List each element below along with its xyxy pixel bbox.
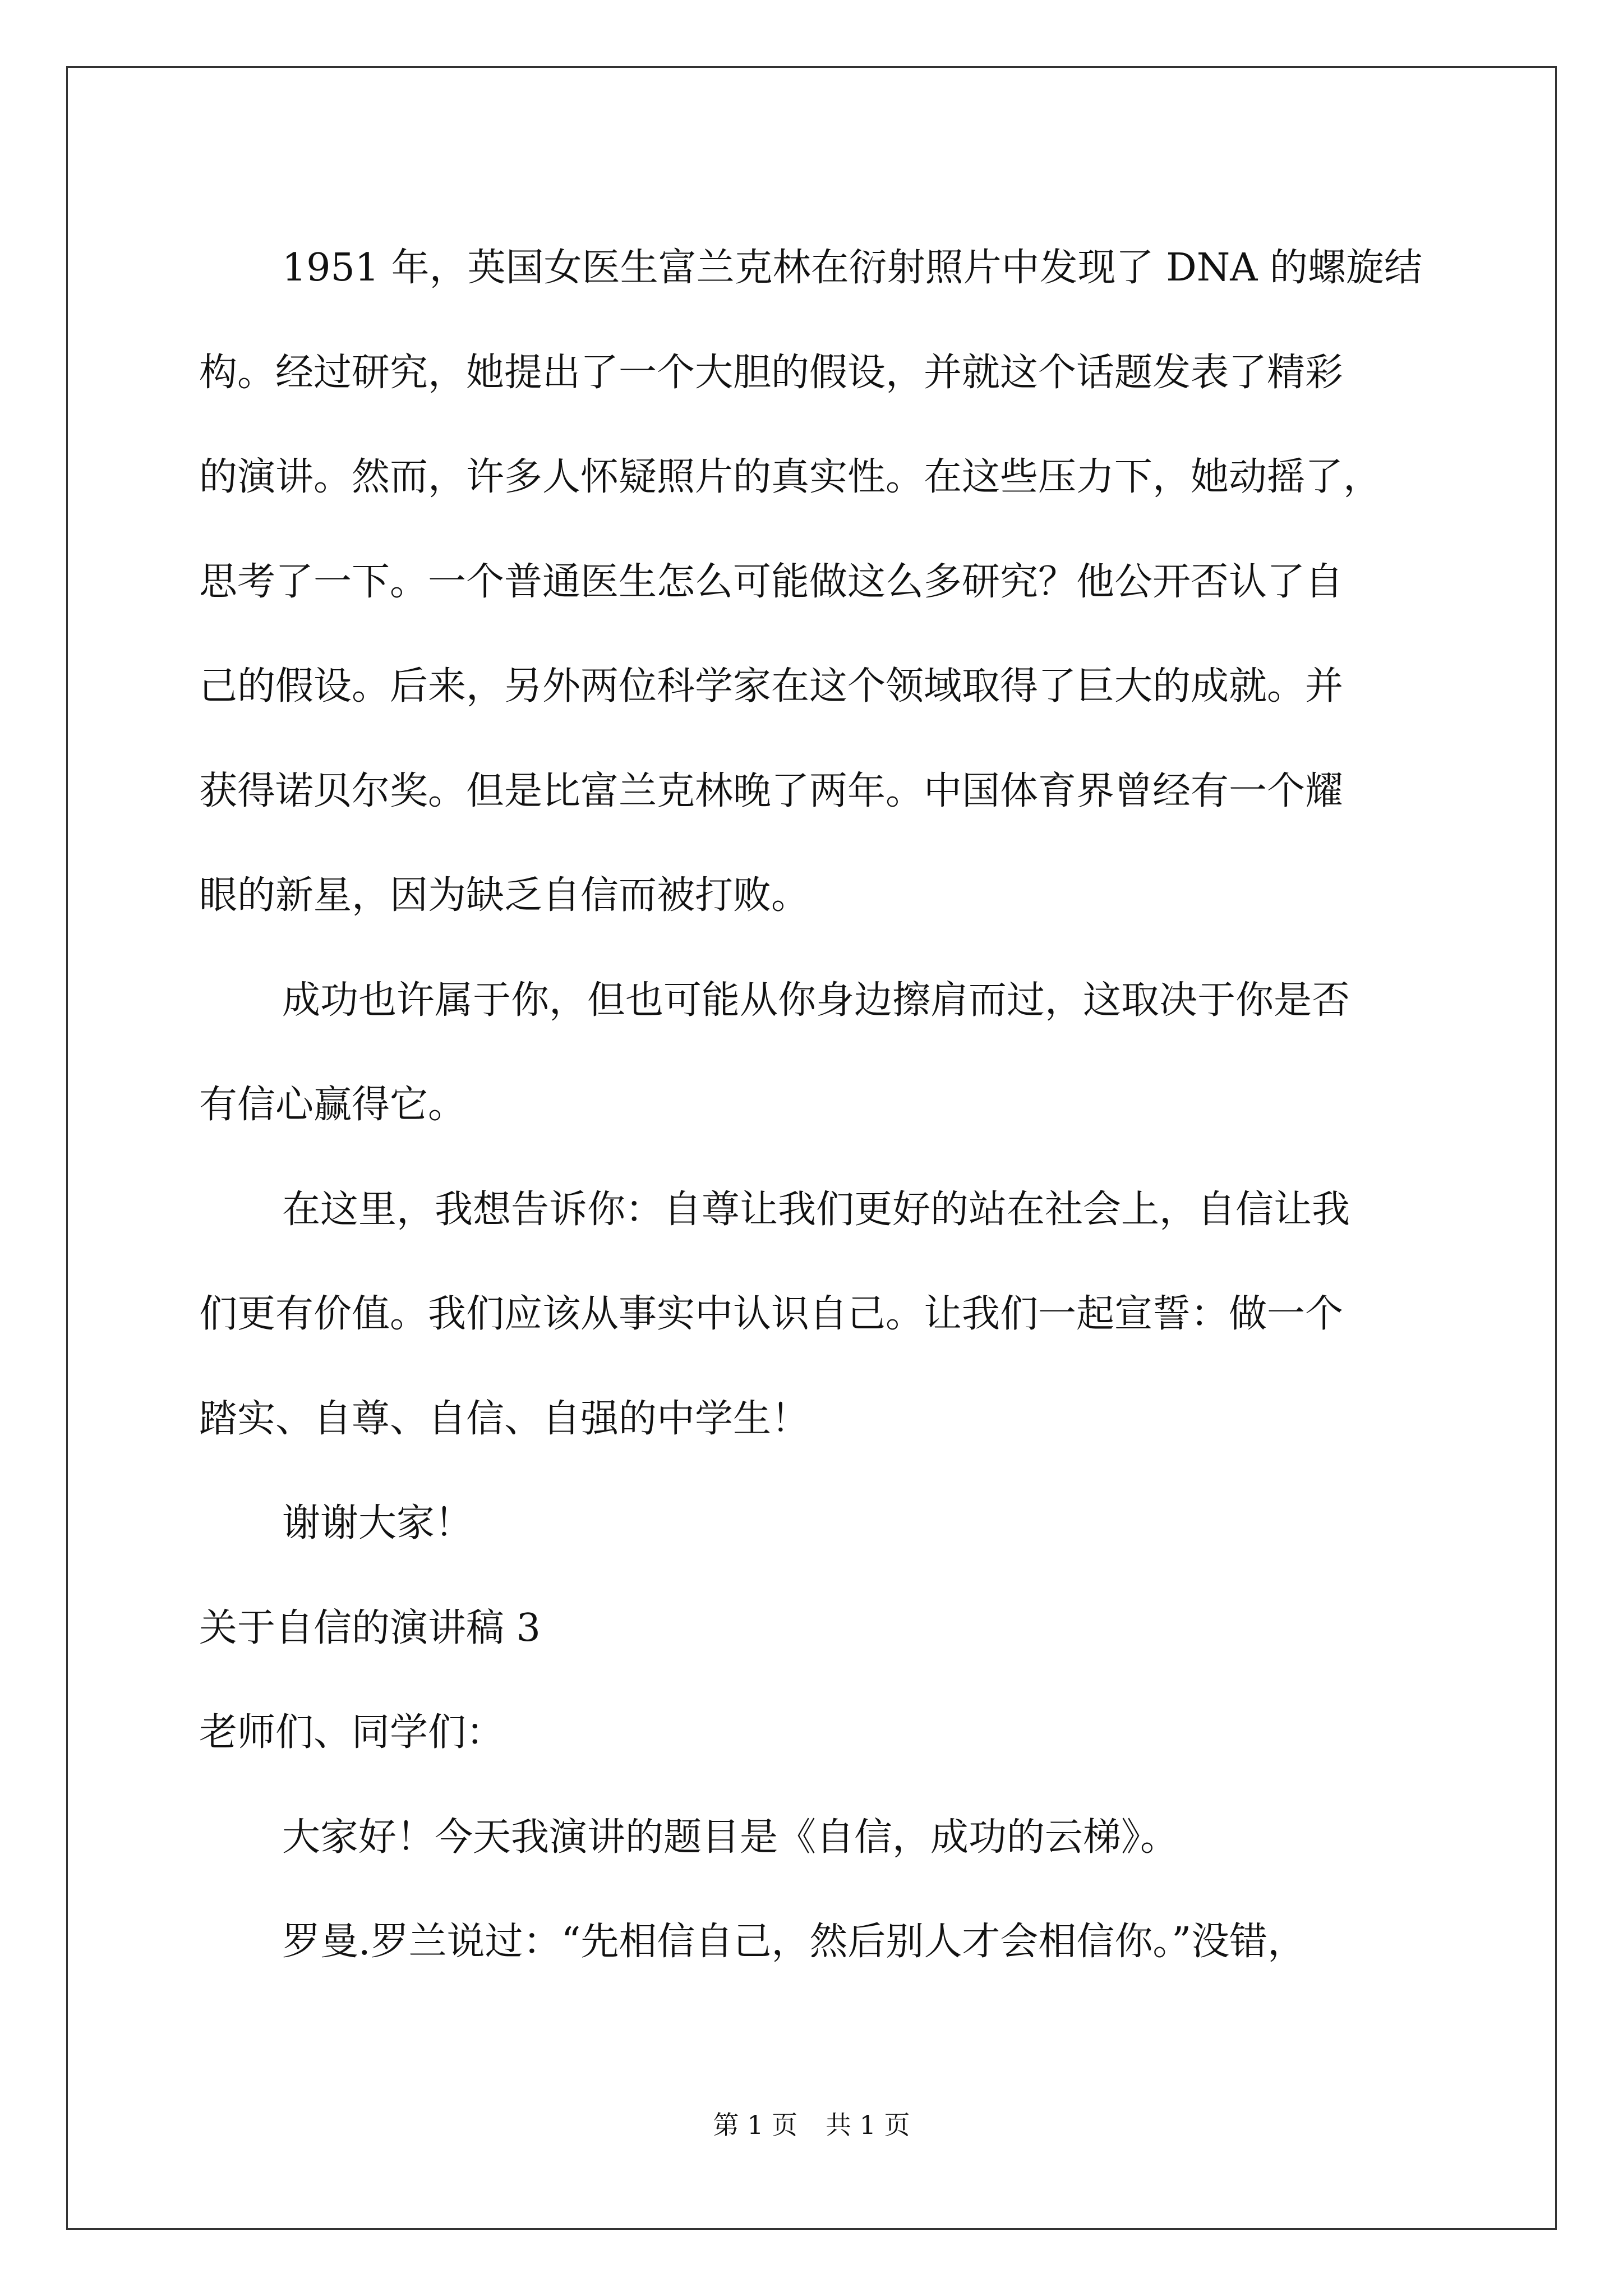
text-line: 1951 年，英国女医生富兰克林在衍射照片中发现了 DNA 的螺旋结 [282,246,1423,290]
text-line: 大家好！今天我演讲的题目是《自信，成功的云梯》。 [282,1815,1179,1860]
text-line: 们更有价值。我们应该从事实中认识自己。让我们一起宣誓：做一个 [199,1292,1344,1336]
page-number: 第 1 页 [713,2110,797,2140]
text-line: 成功也许属于你，但也可能从你身边擦肩而过，这取决于你是否 [282,978,1350,1023]
text-line: 己的假设。后来，另外两位科学家在这个领域取得了巨大的成就。并 [199,664,1344,708]
text-line: 眼的新星，因为缺乏自信而被打败。 [199,873,810,918]
document-body [199,216,1433,1995]
text-line: 在这里，我想告诉你：自尊让我们更好的站在社会上，自信让我 [282,1187,1350,1232]
text-line: 构。经过研究，她提出了一个大胆的假设，并就这个话题发表了精彩 [199,350,1344,395]
text-line: 获得诺贝尔奖。但是比富兰克林晚了两年。中国体育界曾经有一个耀 [199,769,1344,813]
page-footer [0,2108,1623,2142]
closing-line: 谢谢大家！ [282,1501,473,1545]
text-line: 的演讲。然而，许多人怀疑照片的真实性。在这些压力下，她动摇了， [199,455,1382,499]
text-line: 罗曼.罗兰说过：“先相信自己，然后别人才会相信你。”没错， [282,1920,1306,1964]
text-line: 踏实、自尊、自信、自强的中学生！ [199,1396,810,1441]
section-title: 关于自信的演讲稿 3 [199,1605,541,1650]
salutation: 老师们、同学们： [199,1710,505,1755]
page-total: 共 1 页 [826,2110,910,2140]
text-line: 有信心赢得它。 [199,1083,467,1127]
text-line: 思考了一下。一个普通医生怎么可能做这么多研究？他公开否认了自 [199,559,1344,604]
